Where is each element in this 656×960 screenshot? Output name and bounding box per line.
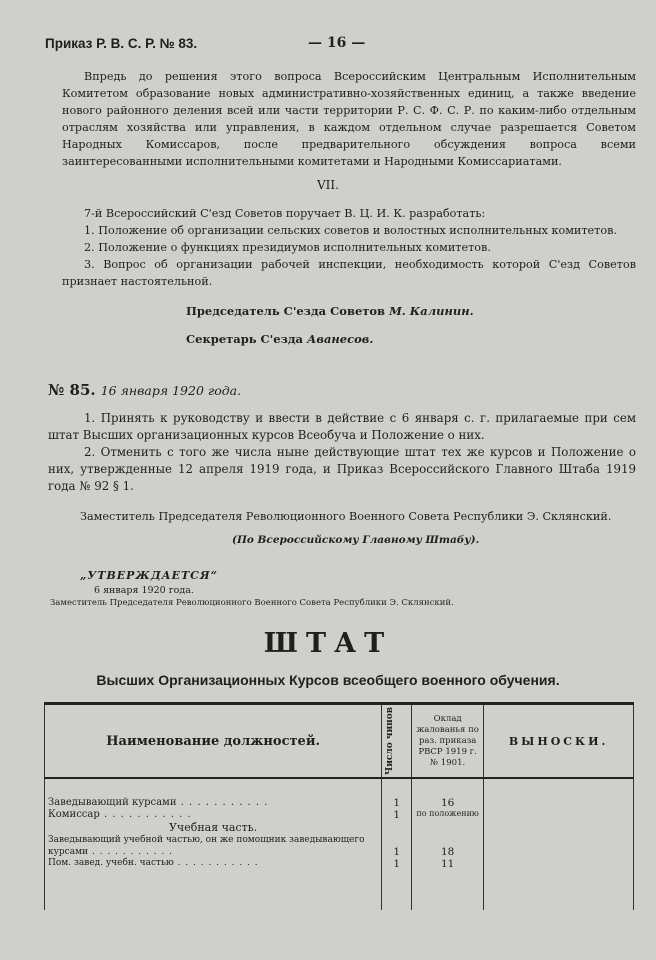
table-row xyxy=(45,834,634,858)
approval-stamp: „УТВЕРЖДАЕТСЯ“ xyxy=(80,569,218,582)
chairman-signature xyxy=(186,304,474,318)
row-notes xyxy=(484,797,634,809)
secretary-signature xyxy=(186,332,373,346)
section-vi-paragraph xyxy=(62,68,636,170)
order-85-body xyxy=(48,410,636,495)
row-count: 1 xyxy=(382,858,412,870)
col-notes-header: ВЫНОСКИ. xyxy=(484,704,634,779)
section-vii-numeral: VII. xyxy=(317,178,339,192)
col-name-header: Наименование должностей. xyxy=(45,704,382,779)
table-row xyxy=(45,858,634,870)
row-name: Комиссар . . . xyxy=(45,809,382,821)
order-85-heading xyxy=(48,380,241,399)
row-notes xyxy=(484,809,634,821)
col-salary-header: Оклад жалованья по раз. приказа РВСР 1919 г. № 1901. xyxy=(412,704,484,779)
row-salary: по положению xyxy=(412,809,484,821)
section-vii-item-1: 1. Положение об организации сельских советов и волостных исполнительных комитетов. xyxy=(84,224,617,237)
row-salary: 11 xyxy=(412,858,484,870)
staff-table-header xyxy=(45,704,634,779)
shtat-title: ШТАТ xyxy=(263,628,393,659)
approval-date: 6 января 1920 года. xyxy=(94,585,194,596)
table-row xyxy=(45,809,634,821)
row-salary: 18 xyxy=(412,834,484,858)
section-label: Учебная часть. xyxy=(45,821,382,834)
col-count-label: Число чинов xyxy=(385,707,396,775)
row-name: Заведывающий учебной частью, он же помощник заведывающего курсами . . . xyxy=(45,834,382,858)
row-count: 1 xyxy=(382,797,412,809)
section-vii-intro: 7-й Всероссийский С'езд Советов поручает В. Ц. И. К. разработать: xyxy=(84,207,486,220)
order-85-number: № 85. xyxy=(48,381,96,399)
row-name: Пом. завед. учебн. частью . . . xyxy=(45,858,382,870)
secretary-label: Секретарь С'езда xyxy=(186,332,304,346)
row-name: Заведывающий курсами . . . xyxy=(45,797,382,809)
row-salary: 16 xyxy=(412,797,484,809)
section-row xyxy=(45,821,634,834)
order-reference: Приказ Р. В. С. Р. № 83. xyxy=(45,36,198,51)
row-notes xyxy=(484,858,634,870)
order-85-date: 16 января 1920 года. xyxy=(100,383,242,398)
col-count-header xyxy=(382,704,412,779)
order-85-item-1: 1. Принять к руководству и ввести в действие с 6 января с. г. прилагаемые при сем штат Высших организационных курсов Всеобуча и Положение о них. xyxy=(48,411,636,442)
chairman-name: М. Калинин. xyxy=(389,304,474,318)
order-85-via: (По Всероссийскому Главному Штабу). xyxy=(232,534,480,546)
staff-table xyxy=(44,702,634,910)
secretary-name: Аванесов. xyxy=(307,332,374,346)
approval-signer: Заместитель Председателя Революционного Военного Совета Республики Э. Склянский. xyxy=(50,598,454,608)
chairman-label: Председатель С'езда Советов xyxy=(186,304,386,318)
section-vii-item-3: 3. Вопрос об организации рабочей инспекции, необходимость которой С'езд Советов признает настоятельной. xyxy=(62,258,636,288)
section-vii-body xyxy=(62,205,636,290)
table-row xyxy=(45,797,634,809)
row-count: 1 xyxy=(382,834,412,858)
row-count: 1 xyxy=(382,809,412,821)
shtat-subtitle: Высших Организационных Курсов всеобщего военного обучения. xyxy=(96,672,560,688)
row-notes xyxy=(484,834,634,858)
order-85-signature: Заместитель Председателя Революционного Военного Совета Республики Э. Склянский. xyxy=(80,510,612,523)
order-85-item-2: 2. Отменить с того же числа ныне действующие штат тех же курсов и Положение о них, утвержденные 12 апреля 1919 года, и Приказ Всероссийского Главного Штаба 1919 года № 92 § 1. xyxy=(48,445,636,493)
page-number: — 16 — xyxy=(308,35,366,51)
section-vi-text: Впредь до решения этого вопроса Всероссийским Центральным Исполнительным Комитетом образование новых административно-хозяйственных единиц, а также введение нового районного деления всей или части территории Р. С. Ф. С. Р. по каким-либо отдельным отраслям хозяйства или управления, в каждом отдельном случае разрешается Советом Народных Комиссаров, после предварительного обсуждения вопроса всеми заинтересованными исполнительными комитетами и Народными Комиссариатами. xyxy=(62,70,636,168)
section-vii-item-2: 2. Положение о функциях президиумов исполнительных комитетов. xyxy=(84,241,491,254)
